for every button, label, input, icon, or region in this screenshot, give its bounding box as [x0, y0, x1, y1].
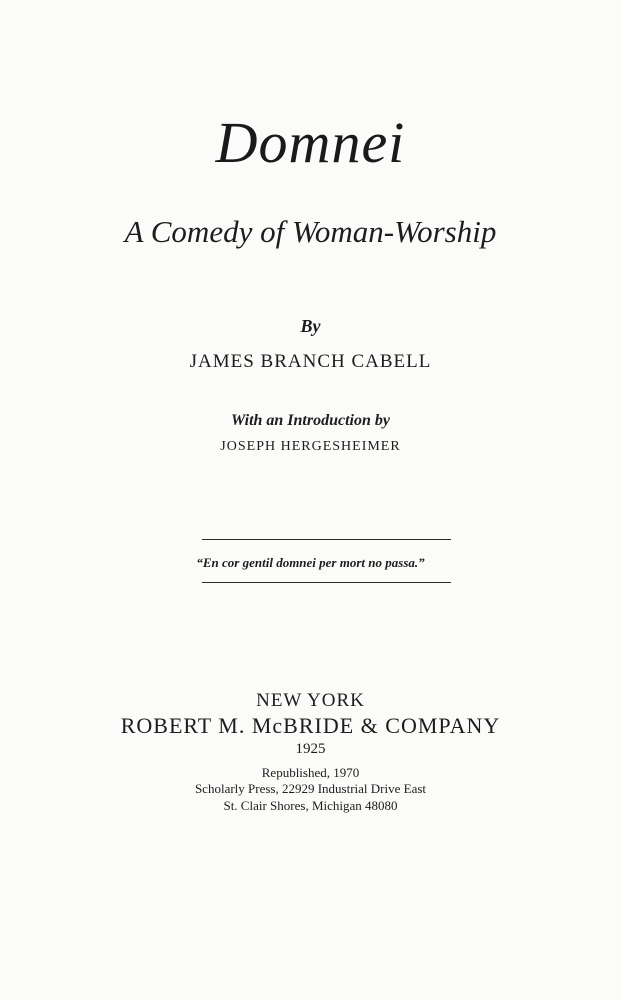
- author-name: JAMES BRANCH CABELL: [189, 351, 432, 372]
- book-title: Domnei: [215, 110, 406, 175]
- publisher-name: ROBERT M. McBRIDE & COMPANY: [120, 713, 501, 738]
- reprint-address: St. Clair Shores, Michigan 48080: [223, 798, 398, 813]
- motto-top-rule: [202, 539, 451, 540]
- publication-year: 1925: [295, 741, 326, 757]
- introduction-author: JOSEPH HERGESHEIMER: [220, 439, 401, 454]
- reprint-publisher: Scholarly Press, 22929 Industrial Drive East: [194, 781, 427, 796]
- republished-line: Republished, 1970: [261, 765, 360, 780]
- book-subtitle: A Comedy of Woman-Worship: [124, 214, 497, 249]
- publication-city: NEW YORK: [256, 690, 365, 711]
- introduction-label: With an Introduction by: [230, 412, 390, 429]
- by-label: By: [300, 316, 321, 336]
- motto-bottom-rule: [202, 582, 451, 583]
- motto-text: “En cor gentil domnei per mort no passa.”: [196, 555, 425, 570]
